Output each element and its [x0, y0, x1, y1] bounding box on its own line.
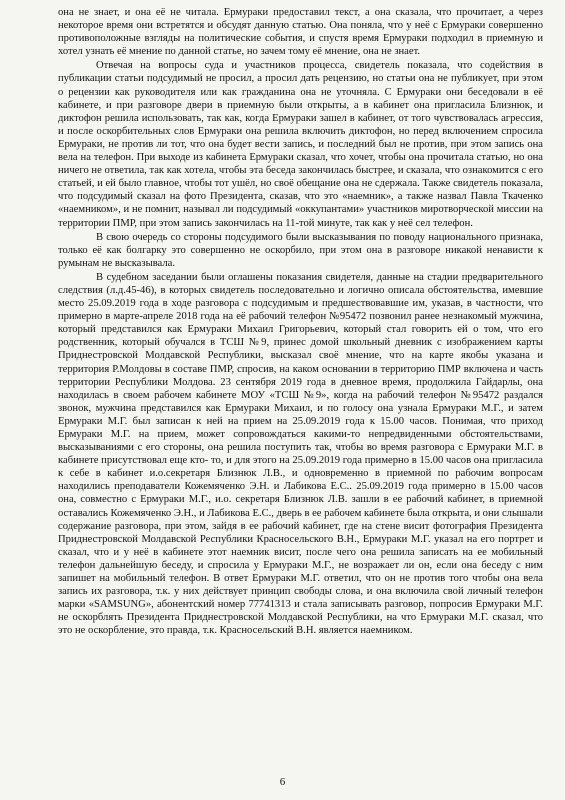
paragraph-2: Отвечая на вопросы суда и участников процесса, свидетель показала, что содействия в публикации статьи подсудимый не просил, а просил дать рецензию, но статьи она не публикует, при этом о рецензии как руководителя или как гражданина она не уточняла. С Ермураки они беседовали в её кабинете, и при разговоре двери в приемную были открыты, а в кабинет она пригласила Близнюк, и диктофон решила использовать, так как, когда Ермураки зашел в кабинет, от того чувствовалась агрессия, и после оскорбительных слов Ермураки она решила включить диктофон, но перед включением спросила Ермураки, не против ли тот, что она будет вести запись, и последний был не против, при этом запись она вела на телефон. При выходе из кабинета Ермураки сказал, что хочет, чтобы она прочитала статью, но она ничего не ответила, так как хотела, чтобы эта беседа закончилась быстрее, и сказала, что ознакомится с его статьей, и ей было главное, чтобы тот ушёл, но своё обещание она не сдержала. Также свидетель показала, что подсудимый сказал на фото Президента, сказав, что это «наемник», а также назвал Павла Ткаченко «наемником», и не помнит, называл ли подсудимый «оккупантами» участников миротворческой миссии на территории ПМР, при этом запись закончилась на 11-той минуте, так как у неё сел телефон. — [58, 60, 543, 229]
paragraph-3: В свою очередь со стороны подсудимого были высказывания по поводу национального признака, только её как болгарку это совершенно не оскорбило, при этом она в разговоре никакой ненависти к румынам не высказывала. — [58, 231, 543, 269]
paragraph-4: В судебном заседании были оглашены показания свидетеля, данные на стадии предварительного следствия (л.д.45-46), в которых свидетель последовательно и логично описала обстоятельства, имевшие место 25.09.2019 года в ходе разговора с подсудимым и предшествовавшие им, указав, в частности, что примерно в марте-апреле 2018 года на её рабочий телефон №95472 позвонил ранее незнакомый мужчина, который представился как Ермураки Михаил Григорьевич, который стал говорить ей о том, что его родственник, который обучался в ТСШ №9, принес домой школьный дневник с изображением карты Приднестровской Молдавской Республики, высказал своё мнение, что на карте якобы указана и территория Р.Молдовы в составе ПМР, спросив, на каком основании в территорию ПМР включена и часть территории Республики Молдова. 23 сентября 2019 года в дневное время, продолжила Гайдарлы, она находилась в своем рабочем кабинете МОУ «ТСШ №9», когда на рабочий телефон №95472 раздался звонок, мужчина представился как Ермураки Михаил, и по голосу она узнала Ермураки М.Г., и затем Ермураки М.Г. был записан к ней на прием на 25.09.2019 года к 15.00 часов. Понимая, что приход Ермураки М.Г. на прием, может сопровождаться какими-то непредвиденными обстоятельствами, высказываниями с его стороны, она решила поступить так, чтобы во время разговора с Ермураки М.Г. в кабинете присутствовал еще кто- то, и для этого на 25.09.2019 года примерно в 15.00 часов она пригласила к себе в кабинет и.о.секретаря Близнюк Л.В., и одновременно в приемной по рабочим вопросам находились преподаватели Кожемяченко Э.Н. и Лабикова Е.С.. 25.09.2019 года примерно в 15.00 часов она, совместно с Ермураки М.Г., и.о. секретаря Близнюк Л.В. зашли в ее рабочий кабинет, в приемной оставались Кожемяченко Э.Н., и Лабикова Е.С., дверь в ее рабочем кабинете была открыта, и они слышали содержание разговора, при этом, зайдя в ее рабочий кабинет, где на стене висит фотография Президента Приднестровской Молдавской Республики Красносельского В.Н., Ермураки М.Г. указал на его портрет и сказал, что и у неё в кабинете этот наемник висит, после чего она решила записать на ее мобильный телефон дальнейшую беседу, и спросила у Ермураки М.Г., не возражает ли он, если она беседу с ним запишет на мобильный телефон. В ответ Ермураки М.Г. ответил, что он не против того чтобы она вела запись их разговора, т.к. у них действует принцип свободы слова, и она включила свой личный телефон марки «SAMSUNG», абонентский номер 77741313 и стала записывать разговор, попросив Ермураки М.Г. не оскорблять Президента Приднестровской Молдавской Республики, на что Ермураки М.Г. сказал, что это не оскорбление, это правда, т.к. Красносельский В.Н. является наемником. — [58, 271, 543, 637]
page-number: 6 — [279, 776, 286, 788]
paragraph-1: она не знает, и она её не читала. Ермураки предоставил текст, а она сказала, что прочитает, а через некоторое время они встретятся и обсудят данную статью. Она поняла, что у неё с Ермураки совершенно противоположные взгляды на политические события, и спустя время Ермураки подходил в приемную и хотел узнать её мнение по данной статье, но зачем тому её мнение, она не знает. — [58, 7, 543, 58]
